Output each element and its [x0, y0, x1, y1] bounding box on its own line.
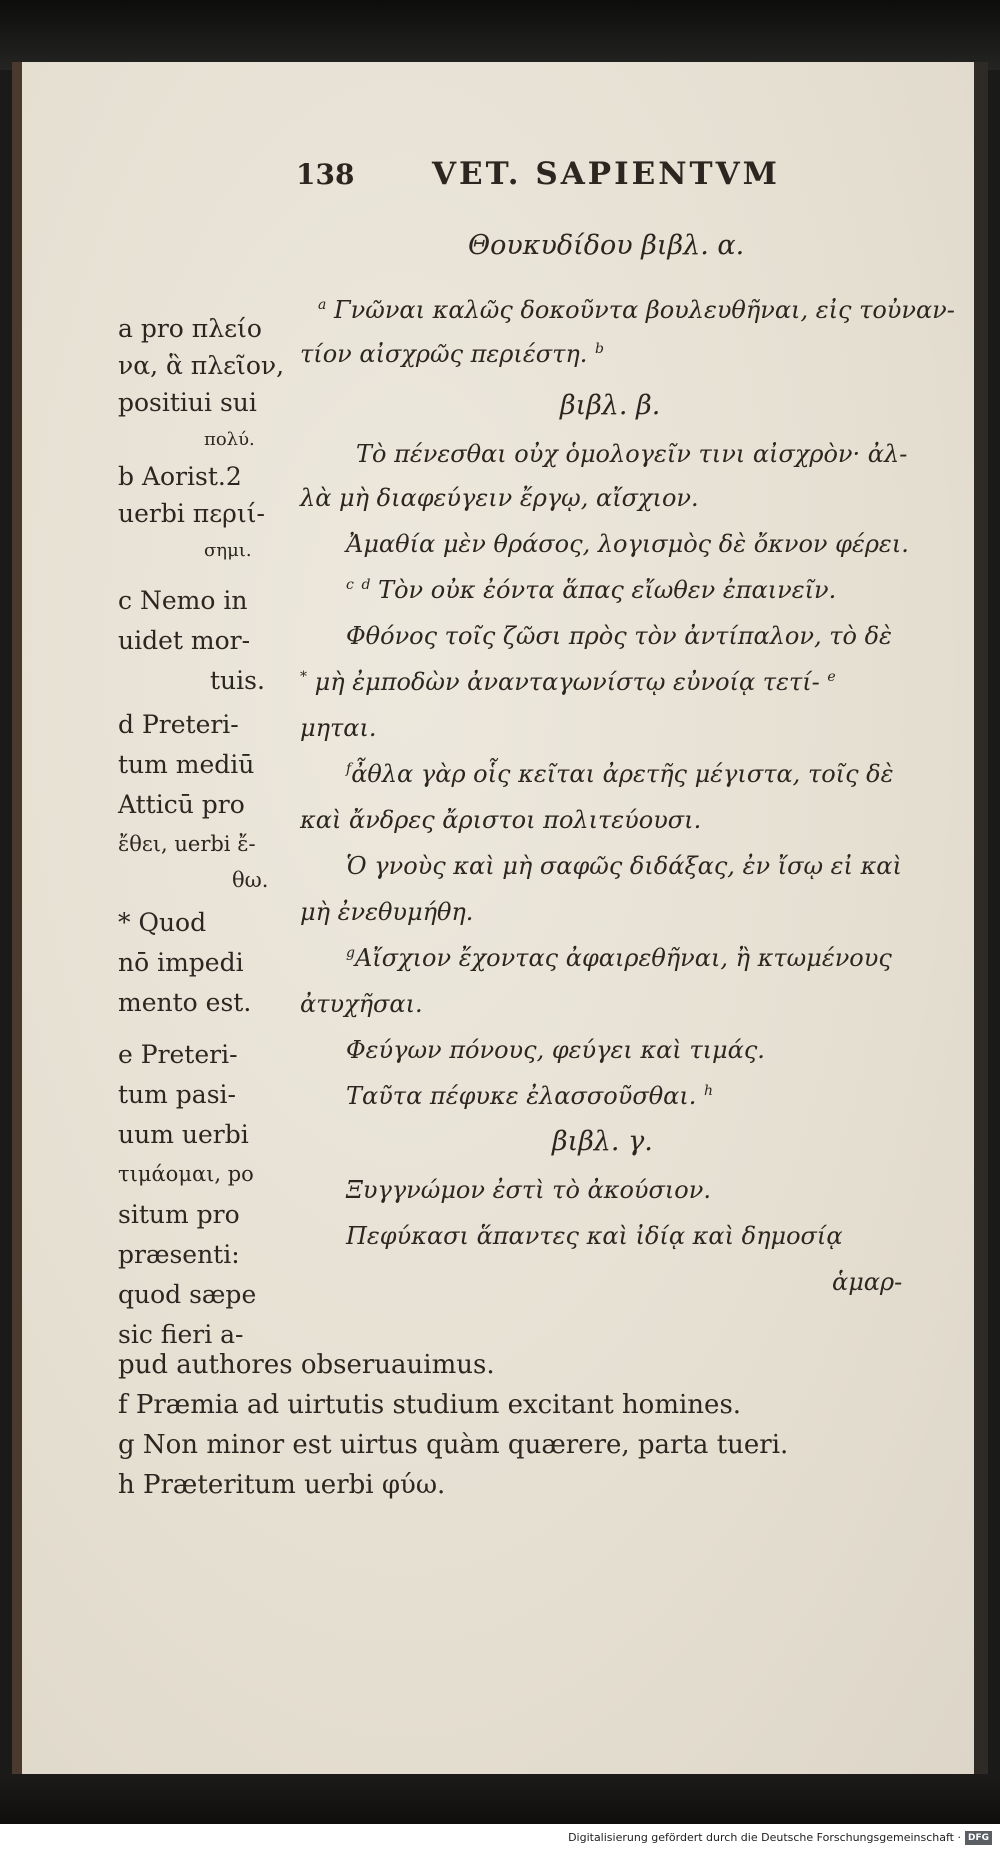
main-line-4: λὰ μὴ διαφεύγειν ἔργῳ, αἴσχιον.	[300, 484, 699, 512]
page-number: 138	[296, 158, 355, 191]
margin-note-line: c Nemo in	[118, 586, 248, 615]
book-title: Θουκυδίδου βιβλ. α.	[468, 230, 745, 261]
margin-note-line: uerbi περιί-	[118, 499, 265, 528]
main-line-12: Ὁ γνοὺς καὶ μὴ σαφῶς διδάξας, ἐν ἴσῳ εἰ καὶ	[346, 852, 902, 880]
running-head: VET. SAPIENTVM	[432, 156, 780, 192]
main-line-1: $^a$ Γνῶναι καλῶς δοκοῦντα βουλευθῆναι, εἰς τοὐναν-	[318, 296, 955, 324]
main-line-6: $^c$ $^d$ Τὸν οὐκ ἐόντα ἅπας εἴωθεν ἐπαινεῖν.	[346, 576, 837, 604]
margin-note-line: a pro πλείο	[118, 314, 262, 343]
margin-note-line: tum mediū	[118, 750, 255, 779]
footnote-marker-b: b	[595, 341, 604, 357]
section-heading-3: βιβλ. γ.	[552, 1126, 653, 1157]
footnote-marker-a: a	[318, 297, 327, 313]
margin-note-line: e Preteri-	[118, 1040, 238, 1069]
margin-note-line: tum pasi-	[118, 1080, 236, 1109]
margin-note-line: situm pro	[118, 1200, 240, 1229]
main-line-5: Ἀμαθία μὲν θράσος, λογισμὸς δὲ ὄκνον φέρει.	[346, 530, 909, 558]
margin-note-line: Atticū pro	[118, 790, 245, 819]
footnote-line: pud authores obseruauimus.	[118, 1350, 495, 1380]
main-line-3: Τὸ πένεσθαι οὐχ ὁμολογεῖν τινι αἰσχρὸν· ἀλ-	[356, 440, 908, 468]
footnote-marker-e: e	[827, 669, 836, 685]
footnote-line: f Præmia ad uirtutis studium excitant homines.	[118, 1390, 742, 1420]
section-heading-2: βιβλ. β.	[560, 390, 661, 421]
main-line-9: μηται.	[300, 714, 377, 742]
margin-note-line: θω.	[232, 868, 269, 892]
footnote-marker-f: f	[346, 761, 352, 777]
margin-note-line: ἔθει, uerbi ἔ-	[118, 832, 256, 856]
footnote-line: h Præteritum uerbi φύω.	[118, 1470, 446, 1500]
margin-note-line: b Aorist.2	[118, 462, 242, 491]
margin-note-line: τιμάομαι, po	[118, 1162, 254, 1186]
main-line-16: Φεύγων πόνους, φεύγει καὶ τιμάς.	[346, 1036, 765, 1064]
margin-note-line: να, ἃ πλεῖον,	[118, 351, 285, 380]
main-line-7: Φθόνος τοῖς ζῶσι πρὸς τὸν ἀντίπαλον, τὸ δὲ	[346, 622, 892, 650]
margin-note-line: nō impedi	[118, 948, 244, 977]
margin-note-line: præsenti:	[118, 1240, 240, 1269]
margin-note-line: mento est.	[118, 988, 252, 1017]
main-line-2: τίον αἰσχρῶς περιέστη. $^b$	[300, 340, 604, 368]
scan-background-top	[0, 0, 1000, 70]
footnote-marker-d: d	[361, 577, 371, 593]
main-line-15: ἀτυχῆσαι.	[300, 990, 423, 1018]
margin-note-line: tuis.	[210, 666, 265, 695]
main-line-18: Ξυγγνώμον ἐστὶ τὸ ἀκούσιον.	[346, 1176, 711, 1204]
margin-note-line: quod sæpe	[118, 1280, 257, 1309]
main-line-11: καὶ ἄνδρες ἄριστοι πολιτεύουσι.	[300, 806, 702, 834]
main-line-17: Ταῦτα πέφυκε ἐλασσοῦσθαι. $^h$	[346, 1082, 714, 1110]
footnote-line: g Non minor est uirtus quàm quærere, parta tueri.	[118, 1430, 789, 1460]
margin-note-line: uum uerbi	[118, 1120, 249, 1149]
footnote-marker-h: h	[704, 1083, 714, 1099]
catchword: ἁμαρ-	[832, 1268, 903, 1296]
main-line-13: μὴ ἐνεθυμήθη.	[300, 898, 474, 926]
margin-note-line: uidet mor-	[118, 626, 251, 655]
footnote-marker-star: *	[300, 669, 307, 685]
margin-note-line: sic fieri a-	[118, 1320, 244, 1349]
margin-note-line: σημι.	[204, 540, 252, 561]
margin-note-line: positiui sui	[118, 388, 257, 417]
main-line-10: $^f$ἆθλα γὰρ οἷς κεῖται ἀρετῆς μέγιστα, τοῖς δὲ	[346, 760, 894, 788]
margin-note-line: πολύ.	[204, 429, 255, 450]
scan-background-bottom	[0, 1774, 1000, 1824]
margin-note-line: * Quod	[118, 908, 207, 937]
footer-text: Digitalisierung gefördert durch die Deutsche Forschungsgemeinschaft ·	[568, 1831, 961, 1844]
margin-note-line: d Preteri-	[118, 710, 239, 739]
main-line-19: Πεφύκασι ἅπαντες καὶ ἰδίᾳ καὶ δημοσίᾳ	[346, 1222, 843, 1250]
digitization-credit	[0, 1824, 1000, 1851]
main-line-8: * μὴ ἐμποδὼν ἀνανταγωνίστῳ εὐνοίᾳ τετί- $^e$	[300, 668, 836, 696]
footnote-marker-g: g	[346, 945, 355, 961]
footnote-marker-c: c	[346, 577, 354, 593]
main-line-14: $^g$Αἴσχιον ἔχοντας ἀφαιρεθῆναι, ἢ κτωμένους	[346, 944, 892, 972]
dfg-logo: DFG	[965, 1831, 992, 1845]
